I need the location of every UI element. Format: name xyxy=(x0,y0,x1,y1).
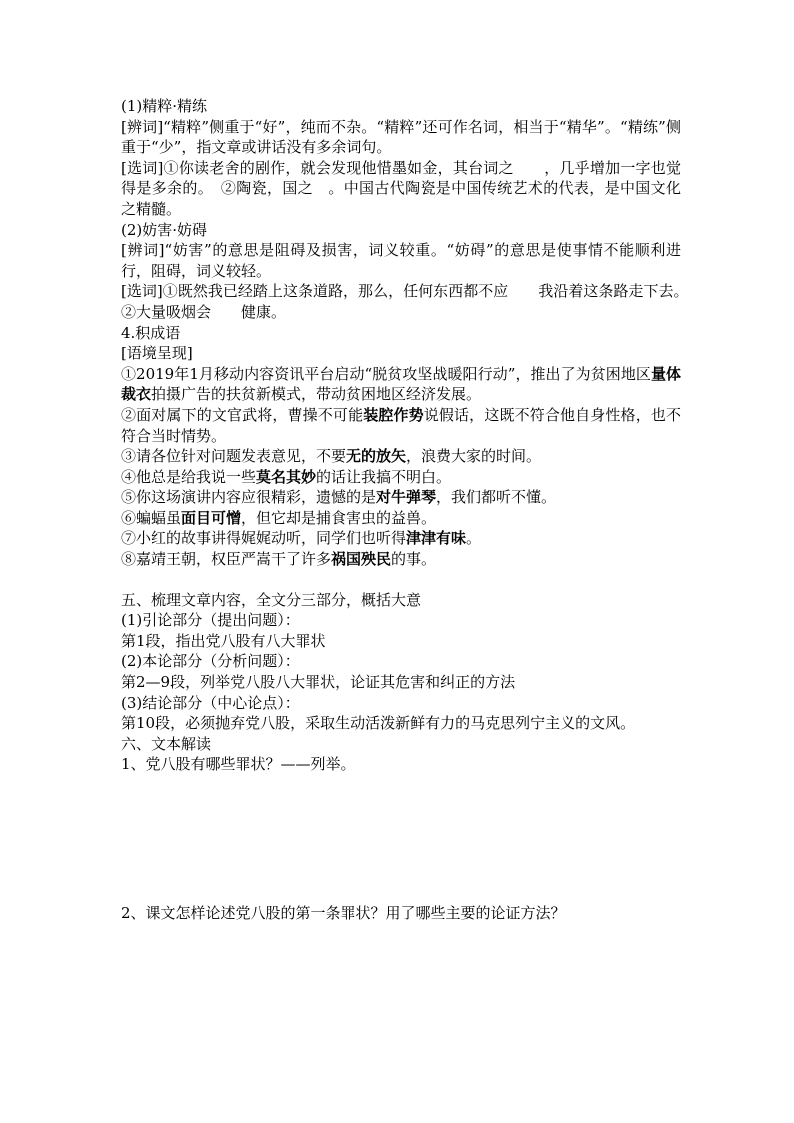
outline-part1-body: 第1段，指出党八股有八大罪状 xyxy=(121,631,326,650)
idiom-4: 莫名其妙 xyxy=(256,467,317,486)
outline-title: 五、梳理文章内容，全文分三部分，概括大意 xyxy=(121,590,422,609)
idiom-sentence-1: ①2019年1月移动内容资讯平台启动“脱贫攻坚战暖阳行动”，推出了为贫困地区量体裁衣拍摄广告的扶贫新模式，带动贫困地区经济发展。 xyxy=(121,364,681,404)
idiom-sentence-2: ②面对属下的文官武将，曹操不可能装腔作势说假话，这既不符合他自身性格，也不符合当时情势。 xyxy=(121,405,681,445)
reading-question-1: 1、党八股有哪些罪状？——列举。 xyxy=(121,755,356,774)
idioms-context-label: [语境呈现] xyxy=(121,344,193,363)
idiom-sentence-6: ⑥蝙蝠虽面目可憎，但它却是捕食害虫的益兽。 xyxy=(121,508,437,527)
section-spacer xyxy=(121,570,681,590)
idiom-sentence-3: ③请各位针对问题发表意见，不要无的放矢，浪费大家的时间。 xyxy=(121,447,542,466)
vocab-item1-title: (1)精粹·精练 xyxy=(121,97,208,115)
idioms-title: 4.积成语 xyxy=(121,323,181,342)
outline-part3-title: (3)结论部分（中心论点）： xyxy=(121,693,300,712)
vocab-item1-bianci: [辨词]“精粹”侧重于“好”，纯而不杂。“精粹”还可作名词，相当于“精华”。“精练”侧重于“少”，指文章或讲话没有多余词句。 xyxy=(121,117,681,157)
idiom-8: 祸国殃民 xyxy=(331,550,392,569)
outline-part1-title: (1)引论部分（提出问题）： xyxy=(121,611,300,630)
idiom-sentence-5: ⑤你这场演讲内容应很精彩，遗憾的是对牛弹琴，我们都听不懂。 xyxy=(121,488,557,507)
idiom-2: 装腔作势 xyxy=(363,405,424,424)
outline-part2-body: 第2—9段，列举党八股八大罪状，论证其危害和纠正的方法 xyxy=(121,673,516,692)
vocab-item2-bianci: [辨词]“妨害”的意思是阻碍及损害，词义较重。“妨碍”的意思是使事情不能顺利进行，阻碍，词义较轻。 xyxy=(121,241,681,280)
idiom-sentence-7: ⑦小红的故事讲得娓娓动听，同学们也听得津津有味。 xyxy=(121,529,482,548)
idiom-7: 津津有味 xyxy=(406,529,467,548)
outline-part2-title: (2)本论部分（分析问题）： xyxy=(121,652,300,671)
outline-part3-body: 第10段，必须抛弃党八股，采取生动活泼新鲜有力的马克思列宁主义的文风。 xyxy=(121,714,636,733)
idiom-sentence-4: ④他总是给我说一些莫名其妙的话让我搞不明白。 xyxy=(121,467,452,486)
idiom-5: 对牛弹琴 xyxy=(376,488,437,507)
idiom-3: 无的放矢 xyxy=(346,447,407,466)
idiom-1: 量体裁衣 xyxy=(121,364,681,404)
idiom-6: 面目可憎 xyxy=(181,508,242,527)
vocab-item1-xuanci: [选词]①你读老舍的剧作，就会发现他惜墨如金，其台词之 ，几乎增加一字也觉得是多余的。 ②陶瓷，国之 。中国古代陶瓷是中国传统艺术的代表，是中国文化之精髓。 xyxy=(121,158,681,218)
idiom-sentence-8: ⑧嘉靖王朝，权臣严嵩干了许多祸国殃民的事。 xyxy=(121,550,437,569)
answer-space xyxy=(121,775,681,903)
vocab-item2-title: (2)妨害·妨碍 xyxy=(121,220,208,239)
vocab-item2-xuanci: [选词]①既然我已经踏上这条道路，那么，任何东西都不应 我沿着这条路走下去。 ②大量吸烟会 健康。 xyxy=(121,282,697,321)
reading-title: 六、文本解读 xyxy=(121,734,212,753)
document-body xyxy=(121,96,697,924)
reading-question-2: 2、课文怎样论述党八股的第一条罪状？用了哪些主要的论证方法？ xyxy=(121,904,566,922)
